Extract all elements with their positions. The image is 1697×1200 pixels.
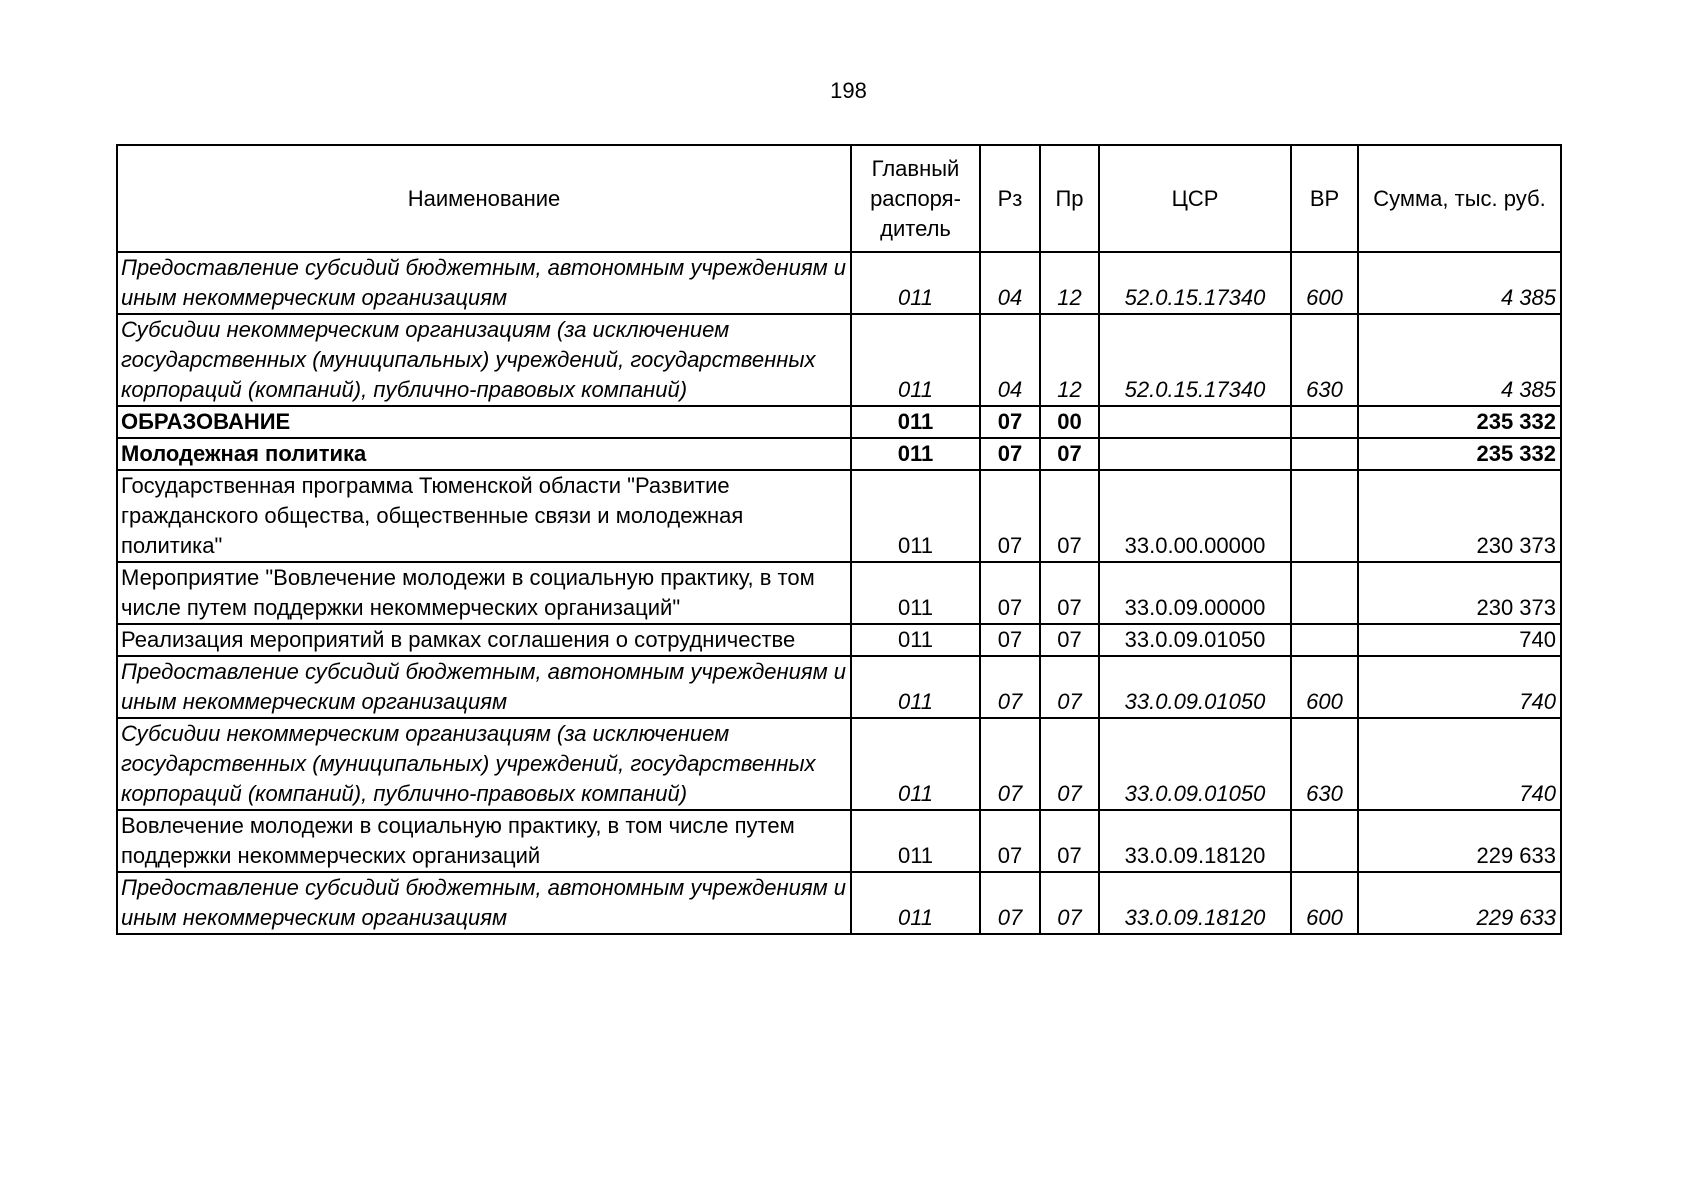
row-pr: 07	[1040, 470, 1099, 562]
row-vr	[1291, 810, 1358, 872]
row-sum: 740	[1358, 624, 1561, 656]
row-gr: 011	[851, 624, 980, 656]
row-vr: 600	[1291, 252, 1358, 314]
row-csr: 33.0.09.18120	[1099, 872, 1291, 934]
row-name: Реализация мероприятий в рамках соглашения о сотрудничестве	[117, 624, 851, 656]
row-gr: 011	[851, 438, 980, 470]
table-row	[117, 406, 1561, 438]
table-row	[117, 718, 1561, 810]
row-csr	[1099, 406, 1291, 438]
header-vr: ВР	[1291, 145, 1358, 252]
row-name: ОБРАЗОВАНИЕ	[117, 406, 851, 438]
row-name: Предоставление субсидий бюджетным, автономным учреждениям и иным некоммерческим организациям	[117, 656, 851, 718]
row-rz: 07	[980, 718, 1040, 810]
row-csr: 33.0.09.01050	[1099, 656, 1291, 718]
row-pr: 07	[1040, 562, 1099, 624]
row-sum: 235 332	[1358, 438, 1561, 470]
row-gr: 011	[851, 314, 980, 406]
row-csr: 33.0.09.01050	[1099, 624, 1291, 656]
row-sum: 235 332	[1358, 406, 1561, 438]
row-pr: 07	[1040, 810, 1099, 872]
row-sum: 229 633	[1358, 810, 1561, 872]
row-gr: 011	[851, 656, 980, 718]
row-gr: 011	[851, 872, 980, 934]
table-row	[117, 872, 1561, 934]
row-rz: 04	[980, 314, 1040, 406]
row-gr: 011	[851, 252, 980, 314]
row-gr: 011	[851, 470, 980, 562]
row-vr	[1291, 470, 1358, 562]
row-name: Предоставление субсидий бюджетным, автономным учреждениям и иным некоммерческим организациям	[117, 252, 851, 314]
row-csr: 33.0.09.18120	[1099, 810, 1291, 872]
row-csr: 52.0.15.17340	[1099, 314, 1291, 406]
header-csr: ЦСР	[1099, 145, 1291, 252]
header-sum: Сумма, тыс. руб.	[1358, 145, 1561, 252]
budget-table	[116, 144, 1562, 935]
table-header-row	[117, 145, 1561, 252]
table-row	[117, 656, 1561, 718]
row-vr	[1291, 624, 1358, 656]
row-rz: 04	[980, 252, 1040, 314]
header-main-manager: Главный распоря-дитель	[851, 145, 980, 252]
table-row	[117, 252, 1561, 314]
row-rz: 07	[980, 656, 1040, 718]
table-row	[117, 624, 1561, 656]
row-sum: 4 385	[1358, 314, 1561, 406]
row-name: Мероприятие "Вовлечение молодежи в социальную практику, в том числе путем поддержки некоммерческих организаций"	[117, 562, 851, 624]
row-csr: 33.0.00.00000	[1099, 470, 1291, 562]
header-name: Наименование	[117, 145, 851, 252]
table-row	[117, 562, 1561, 624]
row-pr: 07	[1040, 656, 1099, 718]
row-pr: 12	[1040, 252, 1099, 314]
row-pr: 07	[1040, 438, 1099, 470]
row-rz: 07	[980, 562, 1040, 624]
page-number: 198	[830, 78, 867, 103]
row-vr: 630	[1291, 718, 1358, 810]
row-name: Вовлечение молодежи в социальную практику, в том числе путем поддержки некоммерческих организаций	[117, 810, 851, 872]
row-sum: 740	[1358, 718, 1561, 810]
row-name: Молодежная политика	[117, 438, 851, 470]
header-rz: Рз	[980, 145, 1040, 252]
row-vr	[1291, 406, 1358, 438]
row-sum: 740	[1358, 656, 1561, 718]
row-csr: 52.0.15.17340	[1099, 252, 1291, 314]
row-gr: 011	[851, 406, 980, 438]
row-sum: 230 373	[1358, 562, 1561, 624]
row-csr	[1099, 438, 1291, 470]
row-vr: 630	[1291, 314, 1358, 406]
table-row	[117, 470, 1561, 562]
row-rz: 07	[980, 470, 1040, 562]
row-rz: 07	[980, 810, 1040, 872]
row-gr: 011	[851, 718, 980, 810]
row-vr	[1291, 562, 1358, 624]
row-vr: 600	[1291, 872, 1358, 934]
row-name: Предоставление субсидий бюджетным, автономным учреждениям и иным некоммерческим организациям	[117, 872, 851, 934]
row-pr: 00	[1040, 406, 1099, 438]
table-row	[117, 438, 1561, 470]
row-rz: 07	[980, 624, 1040, 656]
row-csr: 33.0.09.01050	[1099, 718, 1291, 810]
row-gr: 011	[851, 810, 980, 872]
row-sum: 229 633	[1358, 872, 1561, 934]
row-vr	[1291, 438, 1358, 470]
table-row	[117, 314, 1561, 406]
row-name: Субсидии некоммерческим организациям (за исключением государственных (муниципальных) учреждений, государственных корпораций (компаний), публично-правовых компаний)	[117, 314, 851, 406]
row-rz: 07	[980, 438, 1040, 470]
row-gr: 011	[851, 562, 980, 624]
table-row	[117, 810, 1561, 872]
row-pr: 07	[1040, 718, 1099, 810]
row-pr: 07	[1040, 624, 1099, 656]
row-pr: 12	[1040, 314, 1099, 406]
row-vr: 600	[1291, 656, 1358, 718]
row-sum: 230 373	[1358, 470, 1561, 562]
row-rz: 07	[980, 872, 1040, 934]
row-pr: 07	[1040, 872, 1099, 934]
row-name: Государственная программа Тюменской области "Развитие гражданского общества, общественные связи и молодежная политика"	[117, 470, 851, 562]
header-pr: Пр	[1040, 145, 1099, 252]
row-rz: 07	[980, 406, 1040, 438]
row-csr: 33.0.09.00000	[1099, 562, 1291, 624]
row-name: Субсидии некоммерческим организациям (за исключением государственных (муниципальных) учреждений, государственных корпораций (компаний), публично-правовых компаний)	[117, 718, 851, 810]
row-sum: 4 385	[1358, 252, 1561, 314]
